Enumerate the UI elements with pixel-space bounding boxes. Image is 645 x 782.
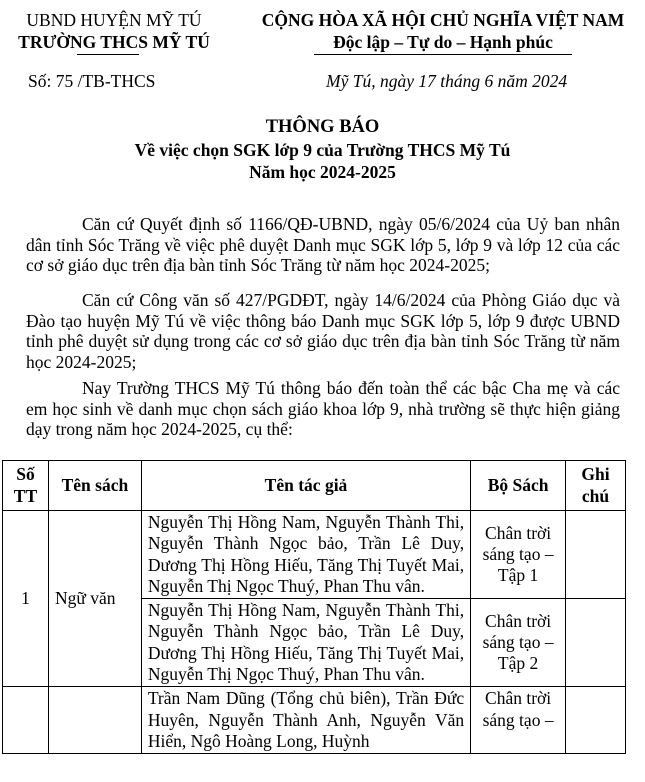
paragraph-announcement-text: Nay Trường THCS Mỹ Tú thông báo đến toàn thể các bậc Cha mẹ và các em học sinh về danh mục chọn sách giáo khoa lớp 9, nhà trường sẽ thực hiện giảng dạy trong năm học 2024-2025, cụ thể: — [26, 378, 620, 439]
table-row — [3, 687, 626, 754]
row-stt: 1 — [3, 511, 49, 687]
row-stt — [3, 687, 49, 754]
textbook-table — [2, 460, 626, 754]
notice-subject: Về việc chọn SGK lớp 9 của Trường THCS Mỹ Tú — [134, 140, 511, 160]
document-number: Số: 75 /TB-THCS — [28, 71, 156, 91]
row-author: Nguyễn Thị Hồng Nam, Nguyễn Thành Thi, Nguyễn Thành Ngọc bảo, Trần Lê Duy, Dương Thị Hồng Hiếu, Tăng Thị Tuyết Mai, Nguyễn Thị Ngọc Thuý, Phan Thu vân. — [141, 599, 470, 687]
header-stt: Số TT — [3, 461, 49, 511]
row-author: Trần Nam Dũng (Tổng chủ biên), Trần Đức Huyên, Nguyễn Thành Anh, Nguyễn Văn Hiển, Ngô Hoàng Long, Huỳnh — [141, 687, 470, 754]
table-row — [3, 511, 626, 599]
district-name: UBND HUYỆN MỸ TÚ — [26, 10, 202, 30]
notice-title: THÔNG BÁO — [265, 117, 380, 137]
school-name: TRƯỜNG THCS MỸ TÚ — [18, 32, 210, 52]
place-date: Mỹ Tú, ngày 17 tháng 6 năm 2024 — [326, 71, 568, 91]
row-book-set: Chân trời sáng tạo – Tập 1 — [471, 511, 566, 599]
paragraph-basis-1-text: Căn cứ Quyết định số 1166/QĐ-UBND, ngày 05/6/2024 của Uỷ ban nhân dân tỉnh Sóc Trăng về việc phê duyệt Danh mục SGK lớp 5, lớp 9 và lớp 12 của các cơ sở giáo dục trên địa bàn tỉnh Sóc Trăng từ năm học 2024-2025; — [26, 214, 620, 275]
row-author: Nguyễn Thị Hồng Nam, Nguyễn Thành Thi, Nguyễn Thành Ngọc bảo, Trần Lê Duy, Dương Thị Hồng Hiếu, Tăng Thị Tuyết Mai, Nguyễn Thị Ngọc Thuý, Phan Thu vân. — [141, 511, 470, 599]
row-book-name — [48, 687, 141, 754]
row-note — [566, 511, 626, 599]
table-header-row — [3, 461, 626, 511]
paragraph-basis-2 — [26, 290, 620, 372]
row-note — [566, 599, 626, 687]
header-right-underline — [314, 54, 572, 55]
header-left-underline — [77, 54, 139, 55]
header-author: Tên tác giả — [141, 461, 470, 511]
header-note: Ghi chú — [566, 461, 626, 511]
school-year: Năm học 2024-2025 — [249, 162, 396, 182]
motto: Độc lập – Tự do – Hạnh phúc — [333, 32, 553, 52]
paragraph-basis-2-text: Căn cứ Công văn số 427/PGDĐT, ngày 14/6/2024 của Phòng Giáo dục và Đào tạo huyện Mỹ Tú về việc thông báo Danh mục SGK lớp 5, lớp 9 được UBND tỉnh phê duyệt sử dụng trong các cơ sở giáo dục trên địa bàn tỉnh Sóc Trăng từ năm học 2024-2025; — [26, 290, 620, 372]
paragraph-basis-1 — [26, 214, 620, 276]
header-book-name: Tên sách — [48, 461, 141, 511]
row-book-set: Chân trời sáng tạo – Tập 2 — [471, 599, 566, 687]
paragraph-announcement — [26, 378, 620, 440]
header-book-set: Bộ Sách — [471, 461, 566, 511]
row-book-set: Chân trời sáng tạo – — [471, 687, 566, 754]
header-right — [248, 9, 638, 53]
row-note — [566, 687, 626, 754]
header-left — [6, 9, 222, 53]
row-book-name: Ngữ văn — [48, 511, 141, 687]
country-name: CỘNG HÒA XÃ HỘI CHỦ NGHĨA VIỆT NAM — [261, 10, 625, 30]
